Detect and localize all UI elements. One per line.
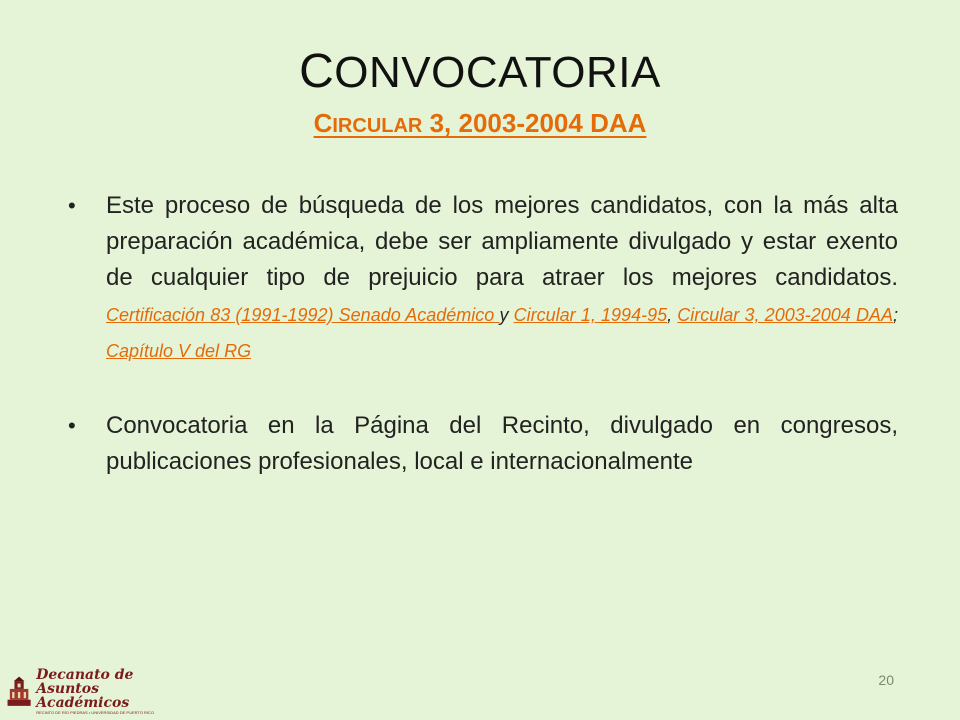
- page-number: 20: [878, 672, 894, 688]
- references: [106, 305, 898, 361]
- title-initial: C: [299, 45, 335, 98]
- slide-title: [0, 44, 960, 99]
- logo-tagline: RECINTO DE RÍO PIEDRAS • UNIVERSIDAD DE PUERTO RICO: [36, 710, 155, 715]
- logo-line: Decanato de: [36, 667, 134, 683]
- ref-separator: ;: [892, 305, 898, 325]
- logo: [6, 667, 160, 715]
- bullet-item: [68, 408, 898, 480]
- bullet-icon: •: [68, 413, 76, 438]
- logo-text: [36, 668, 160, 716]
- subtitle-smallcaps: IRCULAR: [332, 115, 423, 137]
- slide-body: [68, 188, 898, 480]
- bullet-icon: •: [68, 193, 76, 218]
- subtitle-link[interactable]: [314, 108, 647, 138]
- building-icon: [6, 672, 32, 712]
- title-rest: ONVOCATORIA: [334, 48, 661, 97]
- logo-line: Asuntos Académicos: [36, 681, 130, 711]
- bullet-text: Este proceso de búsqueda de los mejores candidatos, con la más alta preparación académica, debe ser ampliamente divulgado y estar exento de cualquier tipo de prejuicio para atraer los mejores candidatos.: [106, 192, 898, 291]
- bullet-item: [68, 188, 898, 368]
- ref-separator: ,: [667, 305, 678, 325]
- subtitle-initial: C: [313, 108, 333, 138]
- ref-link-circular-3[interactable]: Circular 3, 2003-2004 DAA: [677, 305, 893, 325]
- ref-link-circular-1[interactable]: Circular 1, 1994-95: [513, 305, 668, 325]
- bullet-text: Convocatoria en la Página del Recinto, divulgado en congresos, publicaciones profesionales, local e internacionalmente: [106, 412, 898, 475]
- ref-separator: y: [499, 305, 514, 325]
- ref-link-certificacion[interactable]: Certificación 83 (1991-1992) Senado Académico: [106, 305, 500, 325]
- slide-subtitle: [0, 108, 960, 139]
- subtitle-rest: 3, 2003-2004 DAA: [422, 108, 647, 138]
- ref-link-capitulo-v[interactable]: Capítulo V del RG: [106, 341, 252, 361]
